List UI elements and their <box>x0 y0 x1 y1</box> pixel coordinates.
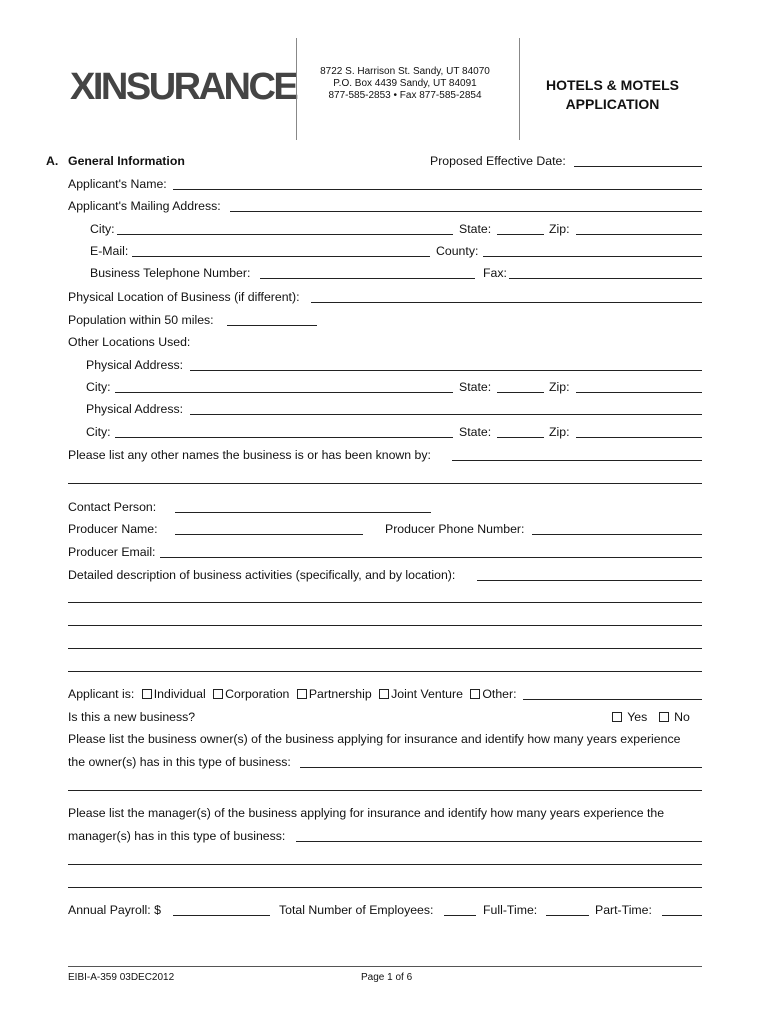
state-2-label: State: <box>459 380 492 394</box>
description-field-5[interactable] <box>68 671 702 672</box>
city-2-field[interactable] <box>115 392 453 393</box>
owners-label-line-1: Please list the business owner(s) of the business applying for insurance and identify how many years experience <box>68 732 681 746</box>
state-2-field[interactable] <box>497 392 544 393</box>
part-time-label: Part-Time: <box>595 903 652 917</box>
producer-phone-field[interactable] <box>532 534 702 535</box>
zip-2-field[interactable] <box>576 392 702 393</box>
applicants-name-field[interactable] <box>173 189 702 190</box>
managers-field-3[interactable] <box>68 887 702 888</box>
joint-venture-checkbox[interactable] <box>379 689 389 699</box>
no-label: No <box>674 710 690 724</box>
fax-field[interactable] <box>509 278 702 279</box>
other-names-label: Please list any other names the business is or has been known by: <box>68 448 431 462</box>
population-label: Population within 50 miles: <box>68 313 214 327</box>
footer-rule <box>68 966 702 967</box>
state-label: State: <box>459 222 492 236</box>
physical-address-2-label: Physical Address: <box>86 402 184 416</box>
form-title-line-2: APPLICATION <box>565 96 660 112</box>
physical-location-label: Physical Location of Business (if different): <box>68 290 300 304</box>
company-logo: XINSURANCE <box>70 66 297 108</box>
description-field-1[interactable] <box>477 580 702 581</box>
proposed-effective-date-label: Proposed Effective Date: <box>430 154 566 168</box>
other-names-field-1[interactable] <box>452 460 702 461</box>
partnership-checkbox[interactable] <box>297 689 307 699</box>
producer-name-label: Producer Name: <box>68 522 158 536</box>
section-letter: A. <box>46 154 59 168</box>
physical-address-1-field[interactable] <box>190 370 702 371</box>
header-divider-left <box>296 38 297 140</box>
annual-payroll-field[interactable] <box>173 915 270 916</box>
form-title <box>520 76 705 114</box>
annual-payroll-label: Annual Payroll: $ <box>68 903 161 917</box>
county-field[interactable] <box>483 256 702 257</box>
other-names-field-2[interactable] <box>68 483 702 484</box>
part-time-field[interactable] <box>662 915 702 916</box>
city-3-label: City: <box>86 425 111 439</box>
contact-person-label: Contact Person: <box>68 500 157 514</box>
applicant-is-label: Applicant is: <box>68 687 135 701</box>
owners-field-2[interactable] <box>68 790 702 791</box>
fax-label: Fax: <box>483 266 507 280</box>
physical-address-2-field[interactable] <box>190 414 702 415</box>
corporation-label: Corporation <box>225 687 290 701</box>
other-locations-label: Other Locations Used: <box>68 335 191 349</box>
description-label: Detailed description of business activities (specifically, and by location): <box>68 568 456 582</box>
other-label: Other: <box>482 687 517 701</box>
page-number: Page 1 of 6 <box>361 972 413 983</box>
city-2-label: City: <box>86 380 111 394</box>
company-address <box>305 66 505 102</box>
new-business-options <box>612 710 690 724</box>
zip-2-label: Zip: <box>549 380 570 394</box>
producer-name-field[interactable] <box>175 534 363 535</box>
city-label: City: <box>90 222 115 236</box>
zip-3-label: Zip: <box>549 425 570 439</box>
city-field[interactable] <box>117 234 453 235</box>
other-entity-field[interactable] <box>523 699 702 700</box>
description-field-4[interactable] <box>68 648 702 649</box>
state-3-field[interactable] <box>497 437 544 438</box>
physical-address-1-label: Physical Address: <box>86 358 184 372</box>
producer-email-field[interactable] <box>160 557 702 558</box>
managers-field-2[interactable] <box>68 864 702 865</box>
contact-person-field[interactable] <box>175 512 431 513</box>
yes-label: Yes <box>627 710 648 724</box>
managers-label-line-2: manager(s) has in this type of business: <box>68 829 286 843</box>
joint-venture-label: Joint Venture <box>391 687 463 701</box>
corporation-checkbox[interactable] <box>213 689 223 699</box>
state-3-label: State: <box>459 425 492 439</box>
owners-label-line-2: the owner(s) has in this type of business: <box>68 755 291 769</box>
applicant-is-row <box>68 687 517 701</box>
address-line-2: P.O. Box 4439 Sandy, UT 84091 <box>333 78 477 89</box>
individual-label: Individual <box>153 687 206 701</box>
owners-field-1[interactable] <box>300 767 702 768</box>
zip-label: Zip: <box>549 222 570 236</box>
applicants-name-label: Applicant's Name: <box>68 177 167 191</box>
partnership-label: Partnership <box>308 687 372 701</box>
email-label: E-Mail: <box>90 244 129 258</box>
total-employees-field[interactable] <box>444 915 476 916</box>
address-line-3: 877-585-2853 • Fax 877-585-2854 <box>328 90 482 101</box>
zip-field[interactable] <box>576 234 702 235</box>
mailing-address-label: Applicant's Mailing Address: <box>68 199 221 213</box>
physical-location-field[interactable] <box>311 302 702 303</box>
business-phone-label: Business Telephone Number: <box>90 266 251 280</box>
city-3-field[interactable] <box>115 437 453 438</box>
form-title-line-1: HOTELS & MOTELS <box>546 77 679 93</box>
zip-3-field[interactable] <box>576 437 702 438</box>
managers-label-line-1: Please list the manager(s) of the business applying for insurance and identify how many years experience the <box>68 806 665 820</box>
other-checkbox[interactable] <box>470 689 480 699</box>
business-phone-field[interactable] <box>260 278 475 279</box>
address-line-1: 8722 S. Harrison St. Sandy, UT 84070 <box>320 66 490 77</box>
producer-phone-label: Producer Phone Number: <box>385 522 525 536</box>
form-code: EIBI-A-359 03DEC2012 <box>68 972 175 983</box>
population-field[interactable] <box>227 325 317 326</box>
email-field[interactable] <box>132 256 430 257</box>
individual-checkbox[interactable] <box>142 689 152 699</box>
new-business-label: Is this a new business? <box>68 710 196 724</box>
state-field[interactable] <box>497 234 544 235</box>
managers-field-1[interactable] <box>296 841 702 842</box>
county-label: County: <box>436 244 479 258</box>
no-checkbox[interactable] <box>659 712 669 722</box>
description-field-3[interactable] <box>68 625 702 626</box>
section-heading: General Information <box>68 154 185 168</box>
description-field-2[interactable] <box>68 602 702 603</box>
producer-email-label: Producer Email: <box>68 545 156 559</box>
full-time-label: Full-Time: <box>483 903 538 917</box>
mailing-address-field[interactable] <box>230 211 702 212</box>
yes-checkbox[interactable] <box>612 712 622 722</box>
full-time-field[interactable] <box>546 915 589 916</box>
total-employees-label: Total Number of Employees: <box>279 903 434 917</box>
proposed-effective-date-field[interactable] <box>574 166 702 167</box>
